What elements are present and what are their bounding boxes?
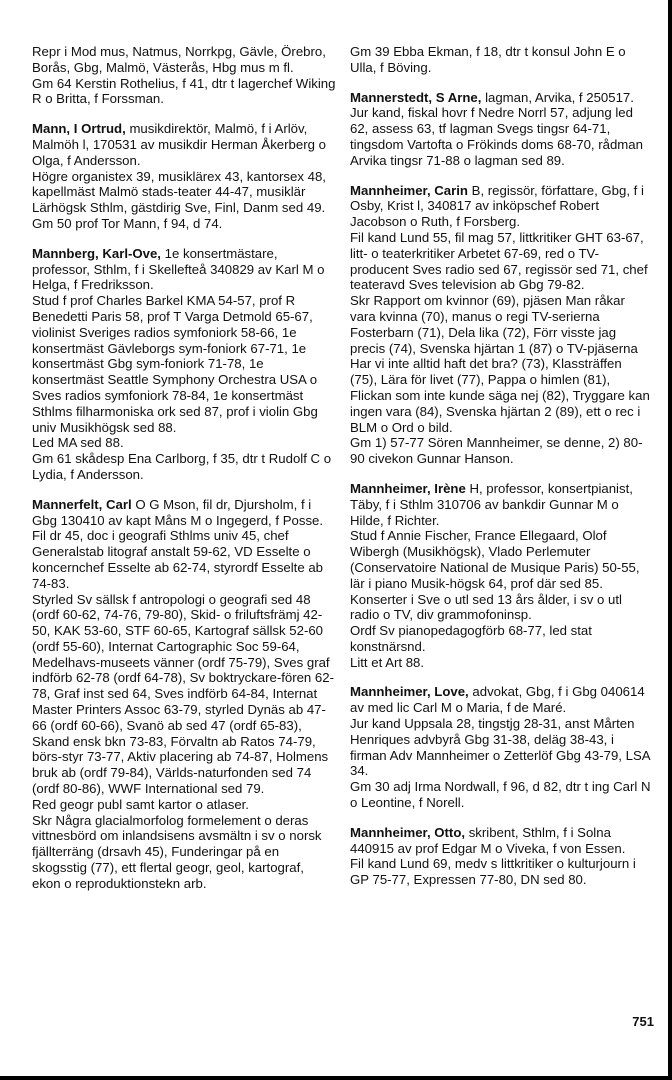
entry-text: Litt et Art 88. xyxy=(350,654,425,670)
entry-text: Repr i Mod mus, Natmus, Norrkpg, Gävle, Örebro, Borås, Gbg, Malmö, Västerås, Hbg mus m fl. xyxy=(32,44,326,75)
entry-text: skribent, Sthlm, f i Solna 440915 av prof Edgar M o Viveka, f von Essen. xyxy=(350,824,626,856)
entry-paragraph xyxy=(32,497,336,529)
entry-text: Skr Några glacialmorfolog formelement o deras vittnesbörd om inlandsisens avsmältn i sv o norsk fjällterräng (drsavh 45), Funderingar på en skogsstig (77), ett flertal geogr, geol, kartograf, ekon o reproduktionstekn arb. xyxy=(32,812,322,891)
entry-paragraph xyxy=(32,435,336,451)
entry-paragraph xyxy=(350,528,652,591)
entry-paragraph xyxy=(350,716,652,779)
entry-text: Red geogr publ samt kartor o atlaser. xyxy=(32,796,249,812)
entry-name: Mannheimer, Love, xyxy=(350,684,469,700)
right-column xyxy=(350,44,652,902)
entry-text: lagman, Arvika, f 250517. xyxy=(481,89,634,105)
entry-paragraph xyxy=(32,76,336,108)
entry-name: Mann, I Ortrud, xyxy=(32,121,126,137)
biography-entry xyxy=(32,121,336,232)
entry-text: B, regissör, författare, Gbg, f i Osby, Krist l, 340817 av inköpschef Robert Jacobson o Ruth, f Forsberg. xyxy=(350,182,644,230)
entry-name: Mannheimer, Irène xyxy=(350,480,466,496)
entry-paragraph xyxy=(32,813,336,892)
entry-text: musikdirektör, Malmö, f i Arlöv, Malmöh l, 170531 av musikdir Herman Åkerberg o Olga, f Andersson. xyxy=(32,121,326,168)
entry-paragraph xyxy=(350,481,652,528)
entry-text: O G Mson, fil dr, Djursholm, f i Gbg 130410 av kapt Måns M o Ingegerd, f Posse. xyxy=(32,496,324,528)
entry-text: Jur kand, fiskal hovr f Nedre Norrl 57, adjung led 62, assess 63, tf lagman Svegs tingsr 64-71, tingsdom Vartofta o Frökinds doms 68-70, rådman Arvika tingsr 71-88 o lagman sed 89. xyxy=(350,105,643,168)
entry-text: Skr Rapport om kvinnor (69), pjäsen Man råkar vara kvinna (70), manus o regi TV-serierna Fosterbarn (71), Dela lika (72), Förr visste jag precis (74), Svenska hjärtan 1 (87) o TV-pjäserna Har vi inte alltid haft det bra? (73), Klassträffen (75), Lära för livet (77), Pappa o himlen (81), Flickan som inte kunde säga nej (82), Tryggare kan ingen vara (84), Svenska hjärtan 2 (89), ett o rec i BLM o Ord o bild. xyxy=(350,293,650,435)
entry-name: Mannberg, Karl-Ove, xyxy=(32,245,161,261)
entry-paragraph xyxy=(32,44,336,76)
entry-text: Gm 64 Kerstin Rothelius, f 41, dtr t lagerchef Wiking R o Britta, f Forssman. xyxy=(32,75,336,107)
entry-paragraph xyxy=(32,592,336,797)
entry-paragraph xyxy=(32,797,336,813)
entry-name: Mannheimer, Carin xyxy=(350,182,468,198)
entry-paragraph xyxy=(350,90,652,106)
page-edge-right xyxy=(668,0,672,1080)
entry-text: Stud f Annie Fischer, France Ellegaard, Olof Wibergh (Musikhögsk), Vlado Perlemuter (Conservatoire National de Musique Paris) 50-55, lär i piano Musik-högsk 64, prof där sed 85. xyxy=(350,528,640,591)
biography-entry xyxy=(350,90,652,169)
entry-paragraph xyxy=(32,246,336,293)
entry-text: Gm 30 adj Irma Nordwall, f 96, d 82, dtr t ing Carl N o Leontine, f Norell. xyxy=(350,779,651,811)
entry-paragraph xyxy=(350,825,652,857)
entry-paragraph xyxy=(350,230,652,293)
entry-name: Mannerstedt, S Arne, xyxy=(350,89,482,105)
biography-entry xyxy=(350,44,652,76)
entry-paragraph xyxy=(350,779,652,811)
entry-paragraph xyxy=(350,293,652,435)
entry-text: Jur kand Uppsala 28, tingstjg 28-31, anst Mårten Henriques advbyrå Gbg 31-38, deläg 38-43, i firman Adv Mannheimer o Zetterlöf Gbg 43-79, LSA 34. xyxy=(350,716,650,779)
entry-paragraph xyxy=(32,121,336,168)
entry-text: H, professor, konsertpianist, Täby, f i Sthlm 310706 av bankdir Gunnar M o Hilde, f Richter. xyxy=(350,480,633,528)
biography-entry xyxy=(350,825,652,888)
entry-paragraph xyxy=(32,216,336,232)
entry-paragraph xyxy=(350,592,652,624)
entry-text: Konserter i Sve o utl sed 13 års ålder, i sv o utl radio o TV, div grammofoninsp. xyxy=(350,591,622,623)
biography-entry xyxy=(32,44,336,107)
entry-paragraph xyxy=(350,856,652,888)
entry-paragraph xyxy=(350,435,652,467)
page-number: 751 xyxy=(632,1014,654,1029)
entry-text: Högre organistex 39, musiklärex 43, kantorsex 48, kapellmäst Malmö stads-teater 44-47, musiklär Lärhögsk Sthlm, gästdirig Sve, Finl, Danm sed 49. xyxy=(32,168,326,216)
entry-name: Mannheimer, Otto, xyxy=(350,824,466,840)
entry-text: Ordf Sv pianopedagogförb 68-77, led stat konstnärsnd. xyxy=(350,623,592,654)
entry-text: 1e konsertmästare, professor, Sthlm, f i Skellefteå 340829 av Karl M o Helga, f Fredriksson. xyxy=(32,245,325,293)
page-edge-bottom xyxy=(0,1076,672,1080)
entry-text: Gm 39 Ebba Ekman, f 18, dtr t konsul John E o Ulla, f Böving. xyxy=(350,44,626,75)
entry-text: Gm 1) 57-77 Sören Mannheimer, se denne, 2) 80-90 civekon Gunnar Hanson. xyxy=(350,435,643,467)
entry-name: Mannerfelt, Carl xyxy=(32,496,132,512)
entry-paragraph xyxy=(32,293,336,435)
biography-entry xyxy=(350,684,652,810)
entry-paragraph xyxy=(350,623,652,655)
biography-entry xyxy=(350,481,652,671)
biography-entry xyxy=(350,183,652,467)
entry-text: Stud f prof Charles Barkel KMA 54-57, prof R Benedetti Paris 58, prof T Varga Detmold 65-67, violinist Sveriges radios symfoniork 58-66, 1e konsertmäst Gävleborgs sym-foniork 67-71, 1e konsertmäst Gbg sym-foniork 71-78, 1e konsertmäst Seattle Symphony Orchestra USA o Sves radios symfoniork 78-84, 1e konsertmäst Sthlms filharmoniska ork sed 87, prof i violin Gbg univ Musikhögsk sed 88. xyxy=(32,293,318,435)
entry-paragraph xyxy=(32,169,336,216)
entry-paragraph xyxy=(350,105,652,168)
entry-paragraph xyxy=(32,528,336,591)
entry-text: Fil kand Lund 69, medv s littkritiker o kulturjourn i GP 75-77, Expressen 77-80, DN sed 80. xyxy=(350,856,636,888)
entry-paragraph xyxy=(32,451,336,483)
entry-text: Styrled Sv sällsk f antropologi o geografi sed 48 (ordf 60-62, 74-76, 79-80), Skid- o friluftsfrämj 42-50, KAK 53-60, STF 60-65, Kartograf sällsk 52-60 (ordf 55-60), Internat Cartographic Soc 59-64, Medelhavs-museets vänner (ordf 75-79), Sves graf indförb 62-78 (ordf 64-78), Sv boktryckare-fören 62-78, Graf inst sed 64, Sves indförb 64-84, Internat Master Printers Assoc 63-79, styrled Dynäs ab 47-66 (ordf 60-66), Svanö ab sed 47 (ordf 65-83), Skand ensk bkn 73-83, Förvaltn ab Ratos 74-79, börs-styr 73-77, Aktiv placering ab 74-87, Holmens bruk ab (ordf 79-84), Världs-naturfonden sed 74 (ordf 80-86), WWF International sed 79. xyxy=(32,591,334,797)
entry-text: Fil kand Lund 55, fil mag 57, littkritiker GHT 63-67, litt- o teaterkritiker Arbetet 67-69, red o TV-producent Sves radio sed 67, regissör sed 71, chef teateravd Sves television ab Gbg 79-82. xyxy=(350,229,648,293)
entry-text: Gm 61 skådesp Ena Carlborg, f 35, dtr t Rudolf C o Lydia, f Andersson. xyxy=(32,451,332,482)
entry-text: Fil dr 45, doc i geografi Sthlms univ 45, chef Generalstab litograf anstalt 59-62, VD Esselte o koncernchef Esselte ab 62-74, styrordf Esselte ab 74-83. xyxy=(32,528,324,591)
entry-text: Gm 50 prof Tor Mann, f 94, d 74. xyxy=(32,215,223,231)
entry-text: Led MA sed 88. xyxy=(32,435,124,451)
biography-entry xyxy=(32,497,336,892)
entry-paragraph xyxy=(350,655,652,671)
entry-paragraph xyxy=(350,684,652,716)
left-column xyxy=(32,44,336,906)
entry-text: advokat, Gbg, f i Gbg 040614 av med lic Carl M o Maria, f de Maré. xyxy=(350,684,645,716)
entry-paragraph xyxy=(350,183,652,230)
biography-entry xyxy=(32,246,336,483)
entry-paragraph xyxy=(350,44,652,76)
